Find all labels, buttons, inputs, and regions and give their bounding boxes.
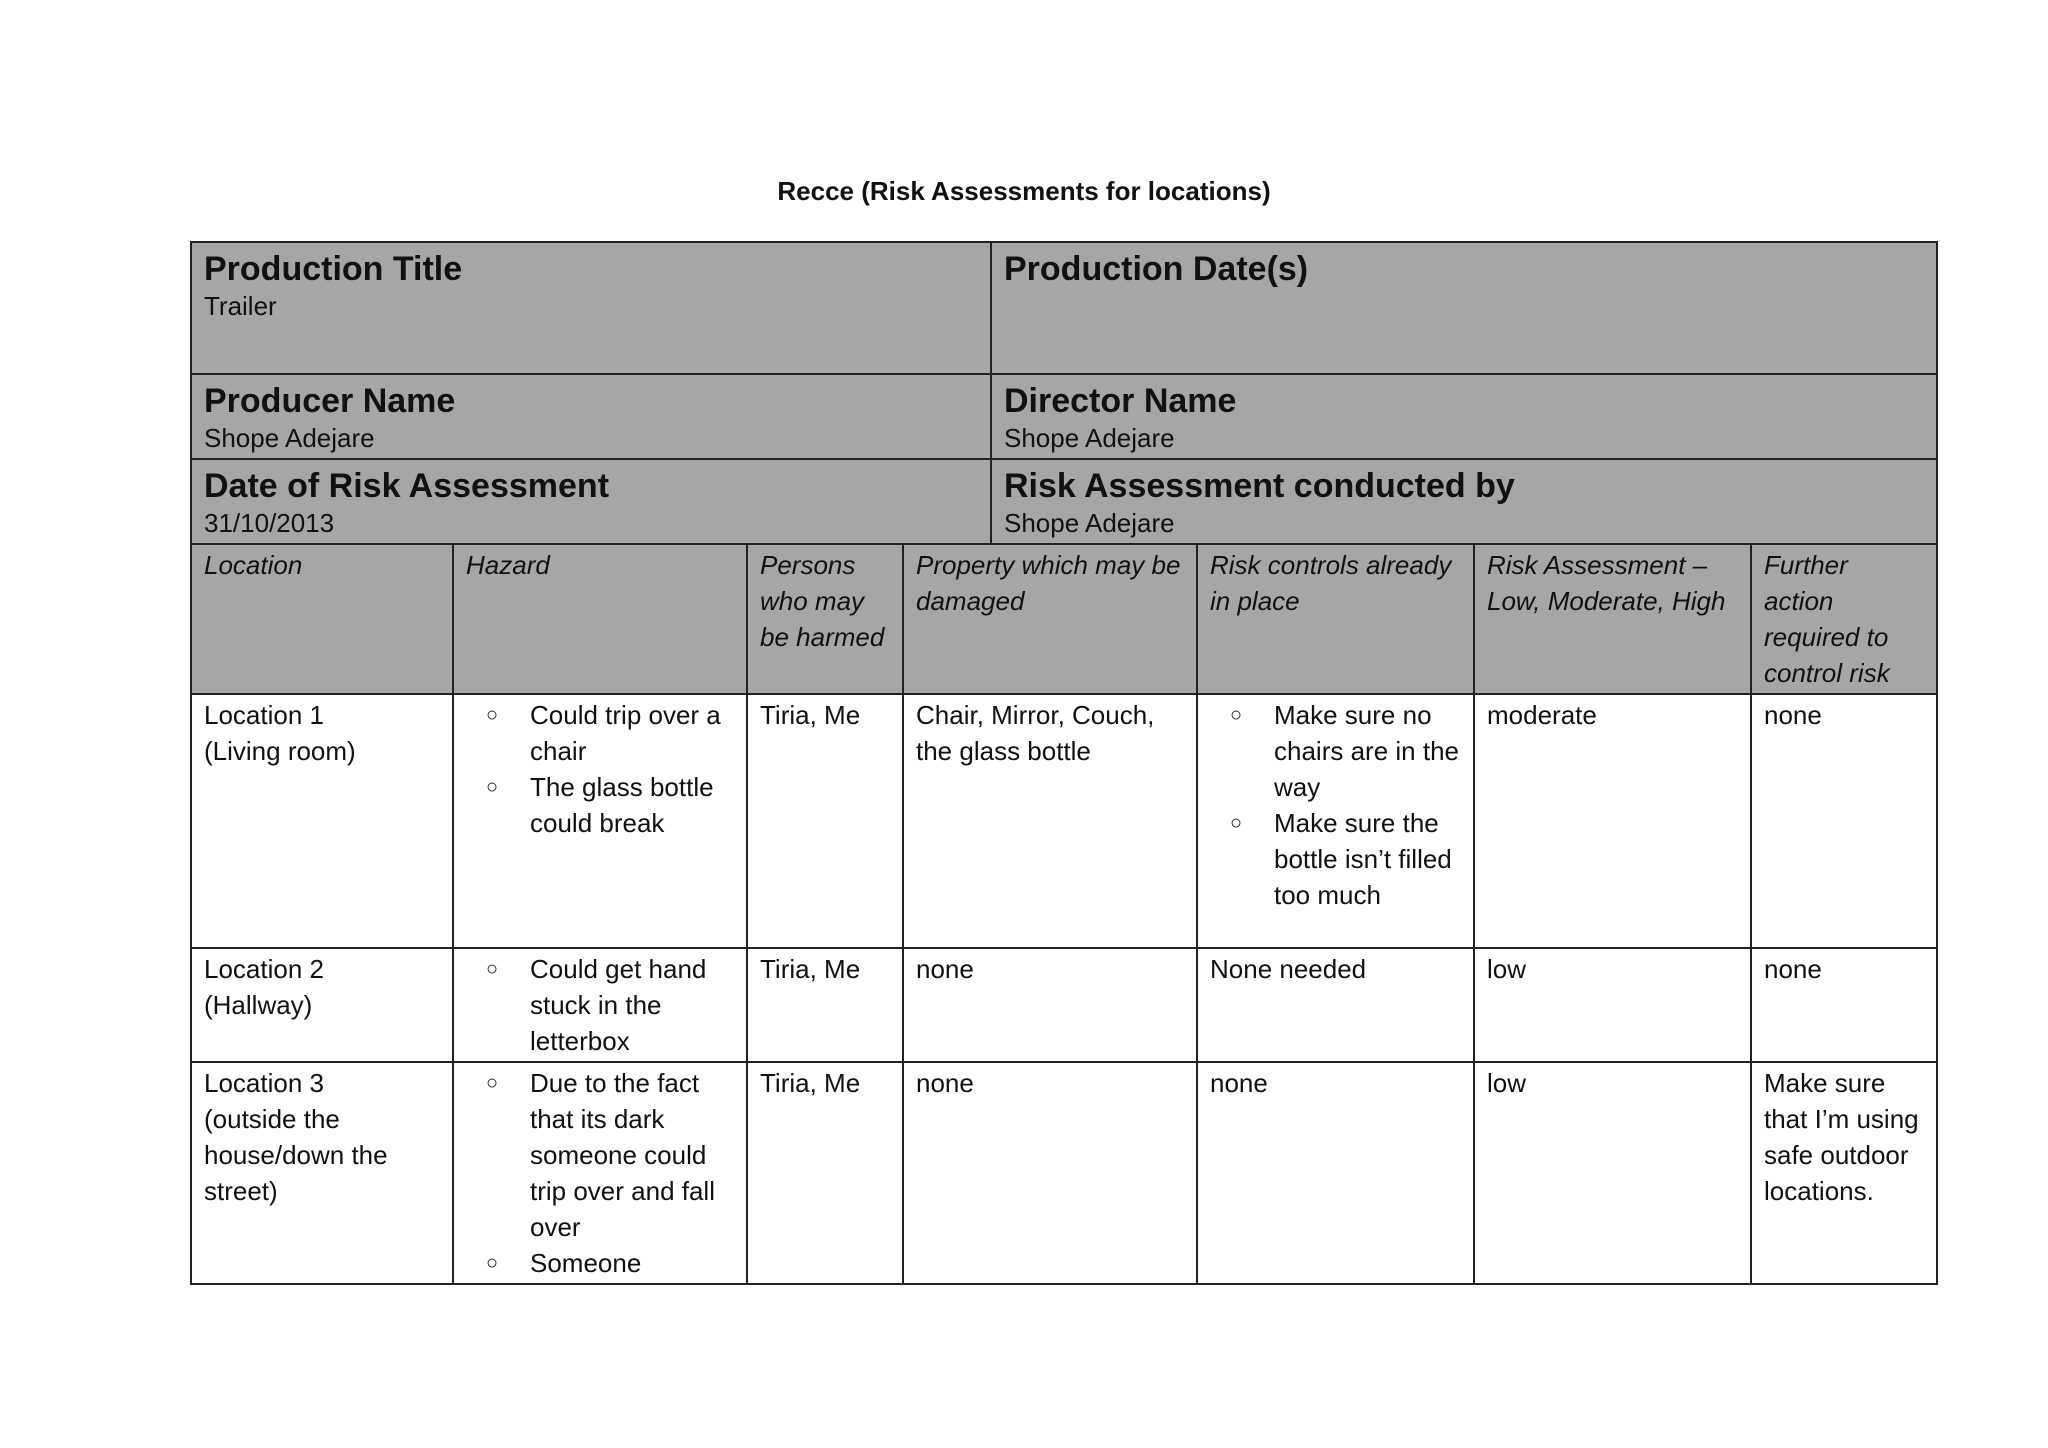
list-item: ○ Make sure the bottle isn’t filled too much bbox=[1274, 805, 1461, 913]
producer-name-label: Producer Name bbox=[204, 382, 456, 420]
list-item: ○ The glass bottle could break bbox=[530, 769, 734, 841]
production-title-cell bbox=[191, 242, 991, 374]
assessment-date-value: 31/10/2013 bbox=[204, 508, 335, 538]
hazard-cell bbox=[453, 948, 747, 1062]
director-name-value: Shope Adejare bbox=[1004, 423, 1175, 453]
table-row bbox=[191, 1062, 1937, 1284]
table-row bbox=[191, 694, 1937, 948]
director-name-label: Director Name bbox=[1004, 382, 1237, 420]
rating-cell: low bbox=[1474, 1062, 1751, 1284]
header-rating: Risk Assessment – Low, Moderate, High bbox=[1474, 544, 1751, 694]
location-name: Location 1 bbox=[204, 700, 324, 730]
persons-cell: Tiria, Me bbox=[747, 1062, 903, 1284]
header-controls: Risk controls already in place bbox=[1197, 544, 1474, 694]
rating-cell: moderate bbox=[1474, 694, 1751, 948]
location-cell bbox=[191, 1062, 453, 1284]
hazard-list bbox=[466, 951, 734, 1059]
production-dates-label: Production Date(s) bbox=[1004, 250, 1309, 288]
location-cell bbox=[191, 948, 453, 1062]
production-title-value: Trailer bbox=[204, 291, 277, 321]
controls-cell bbox=[1197, 694, 1474, 948]
list-item: ○ Make sure no chairs are in the way bbox=[1274, 697, 1461, 805]
persons-cell: Tiria, Me bbox=[747, 694, 903, 948]
director-name-cell bbox=[991, 374, 1937, 459]
table-header-row bbox=[191, 544, 1937, 694]
location-detail: (Hallway) bbox=[204, 990, 313, 1020]
controls-cell: none bbox=[1197, 1062, 1474, 1284]
hazard-list bbox=[466, 697, 734, 841]
location-cell bbox=[191, 694, 453, 948]
location-name: Location 3 bbox=[204, 1068, 324, 1098]
header-hazard: Hazard bbox=[453, 544, 747, 694]
producer-name-value: Shope Adejare bbox=[204, 423, 375, 453]
conducted-by-label: Risk Assessment conducted by bbox=[1004, 467, 1515, 505]
table-row bbox=[191, 948, 1937, 1062]
production-info-table bbox=[190, 241, 1938, 545]
list-item: ○ Due to the fact that its dark someone could trip over and fall over bbox=[530, 1065, 734, 1245]
list-item: ○ Could get hand stuck in the letterbox bbox=[530, 951, 734, 1059]
hazard-list bbox=[466, 1065, 734, 1281]
conducted-by-value: Shope Adejare bbox=[1004, 508, 1175, 538]
risk-table bbox=[190, 543, 1938, 1285]
hazard-cell bbox=[453, 694, 747, 948]
controls-list bbox=[1210, 697, 1461, 913]
hazard-cell bbox=[453, 1062, 747, 1284]
assessment-date-label: Date of Risk Assessment bbox=[204, 467, 610, 505]
list-item: ○ Someone bbox=[530, 1245, 734, 1281]
list-item: ○ Could trip over a chair bbox=[530, 697, 734, 769]
controls-cell: None needed bbox=[1197, 948, 1474, 1062]
further-action-cell: Make sure that I’m using safe outdoor locations. bbox=[1751, 1062, 1937, 1284]
producer-name-cell bbox=[191, 374, 991, 459]
production-title-label: Production Title bbox=[204, 250, 463, 288]
property-cell: none bbox=[903, 948, 1197, 1062]
document-title: Recce (Risk Assessments for locations) bbox=[777, 176, 1271, 206]
header-location: Location bbox=[191, 544, 453, 694]
production-dates-cell bbox=[991, 242, 1937, 374]
further-action-cell: none bbox=[1751, 948, 1937, 1062]
assessment-date-cell bbox=[191, 459, 991, 544]
header-further: Further action required to control risk bbox=[1751, 544, 1937, 694]
property-cell: Chair, Mirror, Couch, the glass bottle bbox=[903, 694, 1197, 948]
location-detail: (Living room) bbox=[204, 736, 356, 766]
header-persons: Persons who may be harmed bbox=[747, 544, 903, 694]
further-action-cell: none bbox=[1751, 694, 1937, 948]
rating-cell: low bbox=[1474, 948, 1751, 1062]
header-property: Property which may be damaged bbox=[903, 544, 1197, 694]
persons-cell: Tiria, Me bbox=[747, 948, 903, 1062]
location-detail: (outside the house/down the street) bbox=[204, 1104, 388, 1206]
conducted-by-cell bbox=[991, 459, 1937, 544]
property-cell: none bbox=[903, 1062, 1197, 1284]
risk-assessment-form bbox=[190, 241, 1936, 1285]
location-name: Location 2 bbox=[204, 954, 324, 984]
